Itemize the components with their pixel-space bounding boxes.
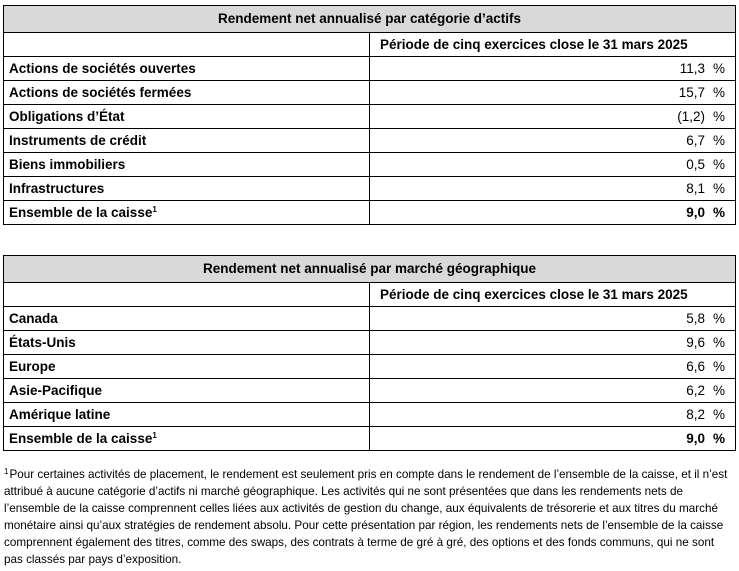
percent-sign: % — [712, 383, 725, 398]
table-row — [4, 307, 736, 331]
row-value: 5,8 — [686, 311, 705, 326]
row-label: Actions de sociétés ouvertes — [4, 57, 370, 81]
period-header-row — [4, 33, 736, 57]
row-value-cell — [370, 177, 736, 201]
total-label-cell — [4, 427, 370, 451]
table-row — [4, 57, 736, 81]
period-header: Période de cinq exercices close le 31 mars 2025 — [370, 33, 736, 57]
row-label: Actions de sociétés fermées — [4, 81, 370, 105]
total-value: 9,0 — [686, 431, 705, 446]
row-value: 6,2 — [686, 383, 705, 398]
percent-sign: % — [712, 359, 725, 374]
total-row — [4, 201, 736, 225]
row-value: 11,3 — [679, 61, 705, 76]
total-label: Ensemble de la caisse — [9, 431, 153, 446]
percent-sign: % — [712, 335, 725, 350]
geo-table-title: Rendement net annualisé par marché géographique — [4, 256, 736, 283]
total-value: 9,0 — [686, 205, 705, 220]
footnote-marker: 1 — [152, 431, 157, 440]
row-value: 15,7 — [678, 85, 705, 100]
table-row — [4, 403, 736, 427]
table-row — [4, 129, 736, 153]
table-row — [4, 177, 736, 201]
row-value: 0,5 — [686, 157, 705, 172]
percent-sign: % — [712, 157, 725, 172]
geographic-market-returns-table — [3, 255, 736, 451]
row-value-cell — [370, 57, 736, 81]
table-title-row — [4, 256, 736, 283]
percent-sign: % — [712, 407, 725, 422]
row-label: Infrastructures — [4, 177, 370, 201]
percent-sign: % — [712, 61, 725, 76]
row-value: 6,7 — [686, 133, 705, 148]
empty-header-cell — [4, 283, 370, 307]
table-row — [4, 379, 736, 403]
total-label: Ensemble de la caisse — [9, 205, 153, 220]
row-value-cell — [370, 307, 736, 331]
table-row — [4, 331, 736, 355]
percent-sign: % — [712, 85, 725, 100]
total-value-cell — [370, 201, 736, 225]
percent-sign: % — [712, 431, 725, 446]
percent-sign: % — [712, 311, 725, 326]
row-value-cell — [370, 331, 736, 355]
row-label: Obligations d’État — [4, 105, 370, 129]
footnote-marker: 1 — [152, 205, 157, 214]
asset-class-returns-table — [3, 5, 736, 225]
row-value-cell — [370, 105, 736, 129]
asset-table-title: Rendement net annualisé par catégorie d’actifs — [4, 6, 736, 33]
row-label: Instruments de crédit — [4, 129, 370, 153]
period-header: Période de cinq exercices close le 31 mars 2025 — [370, 283, 736, 307]
percent-sign: % — [712, 205, 725, 220]
footnote — [4, 466, 731, 568]
empty-header-cell — [4, 33, 370, 57]
row-value-cell — [370, 355, 736, 379]
footnote-text: Pour certaines activités de placement, le rendement est seulement pris en compte dans le rendement de l’ensemble de la caisse, et il n’est attribué à aucune catégorie d’actifs ni marché géographique. Les activités qui ne sont présentées que dans les rendements nets de l’ensemble de la caisse comprennent celles liées aux activités de gestion du change, aux équivalents de trésorerie et aux titres du marché monétaire ainsi qu’aux stratégies de rendement absolu. Pour cette présentation par région, les rendements nets de l’ensemble de la caisse comprennent également des titres, comme des swaps, des contrats à terme de gré à gré, des options et des fonds communs, qui ne sont pas classés par pays d’exposition. — [4, 468, 728, 566]
row-value-cell — [370, 81, 736, 105]
table-row — [4, 355, 736, 379]
row-value-cell — [370, 129, 736, 153]
row-value: 9,6 — [686, 335, 705, 350]
row-value-cell — [370, 379, 736, 403]
total-label-cell — [4, 201, 370, 225]
table-row — [4, 105, 736, 129]
footnote-marker: 1 — [4, 467, 9, 476]
row-value-cell — [370, 153, 736, 177]
percent-sign: % — [712, 109, 725, 124]
row-label: Biens immobiliers — [4, 153, 370, 177]
total-value-cell — [370, 427, 736, 451]
total-row — [4, 427, 736, 451]
row-label: Amérique latine — [4, 403, 370, 427]
row-label: Europe — [4, 355, 370, 379]
row-value-cell — [370, 403, 736, 427]
row-label: Asie-Pacifique — [4, 379, 370, 403]
period-header-row — [4, 283, 736, 307]
table-row — [4, 81, 736, 105]
percent-sign: % — [712, 133, 725, 148]
row-value: 8,2 — [686, 407, 705, 422]
row-label: États-Unis — [4, 331, 370, 355]
row-label: Canada — [4, 307, 370, 331]
table-row — [4, 153, 736, 177]
row-value: 8,1 — [686, 181, 705, 196]
table-title-row — [4, 6, 736, 33]
row-value: (1,2) — [677, 109, 705, 124]
row-value: 6,6 — [686, 359, 705, 374]
percent-sign: % — [712, 181, 725, 196]
